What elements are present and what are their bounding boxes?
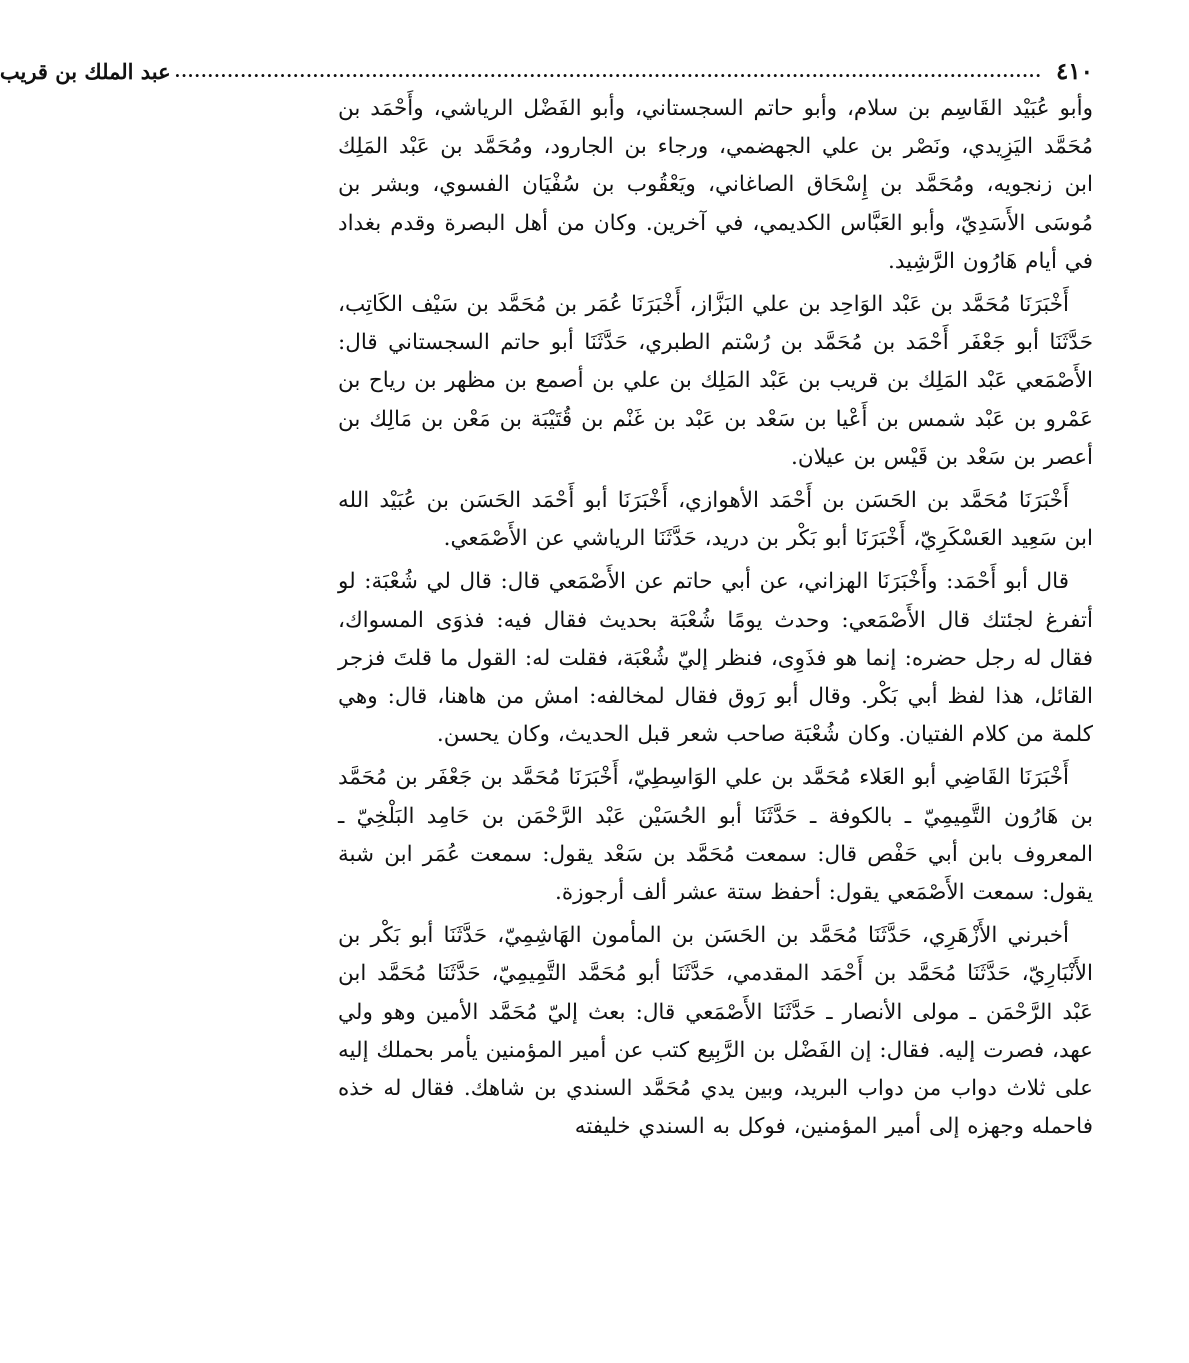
chapter-title: عبد الملك بن قريب	[0, 59, 171, 84]
body-text	[338, 90, 1093, 1146]
document-page	[0, 54, 1093, 1151]
running-header	[0, 54, 1093, 90]
paragraph-lineage-narration: أَخْبَرَنَا مُحَمَّد بن عَبْد الوَاحِد بن علي البَزَّاز، أَخْبَرَنَا عُمَر بن مُحَمَّد بن سَيْف الكَاتِب، حَدَّثَنَا أبو جَعْفَر أَحْمَد بن مُحَمَّد بن رُسْتم الطبري، حَدَّثَنَا أبو حاتم السجستاني قال: الأَصْمَعي عَبْد المَلِك بن قريب بن عَبْد المَلِك بن علي بن أصمع بن مظهر بن رياح بن عَمْرو بن عَبْد شمس بن أَعْيا بن سَعْد بن عَبْد بن غَنْم بن قُتَيْبَة بن مَعْن بن مَالِك بن أعصر بن سَعْد بن قَيْس بن عيلان.	[338, 292, 1093, 470]
paragraph-ahwazi-narration: أَخْبَرَنَا مُحَمَّد بن الحَسَن بن أَحْمَد الأهوازي، أَخْبَرَنَا أبو أَحْمَد الحَسَن بن عُبَيْد الله ابن سَعِيد العَسْكَرِيّ، أَخْبَرَنَا أبو بَكْر بن دريد، حَدَّثَنَا الرياشي عن الأَصْمَعي.	[338, 488, 1093, 552]
paragraph-amin-summons: أخبرني الأَزْهَرِي، حَدَّثَنَا مُحَمَّد بن الحَسَن بن المأمون الهَاشِمِيّ، حَدَّثَنَا أبو بَكْر بن الأَنْبَارِيّ، حَدَّثَنَا مُحَمَّد بن أَحْمَد المقدمي، حَدَّثَنَا أبو مُحَمَّد التَّمِيمِيّ، حَدَّثَنَا مُحَمَّد ابن عَبْد الرَّحْمَن ـ مولى الأنصار ـ حَدَّثَنَا الأَصْمَعي قال: بعث إليّ مُحَمَّد الأمين وهو ولي عهد، فصرت إليه. فقال: إن الفَضْل بن الرَّبِيع كتب عن أمير المؤمنين يأمر بحملك إليه على ثلاث دواب من دواب البريد، وبين يدي مُحَمَّد السندي بن شاهك. فقال له خذه فاحمله وجهزه إلى أمير المؤمنين، فوكل به السندي خليفته	[338, 923, 1093, 1140]
paragraph-shuba-anecdote: قال أبو أَحْمَد: وأَخْبَرَنَا الهزاني، عن أبي حاتم عن الأَصْمَعي قال: قال لي شُعْبَة: لو أتفرغ لجئتك قال الأَصْمَعي: وحدث يومًا شُعْبَة بحديث فقال فيه: فذوَى المسواك، فقال له رجل حضره: إنما هو فذَوِى، فنظر إليّ شُعْبَة، فقلت له: القول ما قلتَ فزجر القائل، هذا لفظ أبي بَكْر. وقال أبو رَوق فقال لمخالفه: امش من هاهنا، قال: وهي كلمة من كلام الفتيان. وكان شُعْبَة صاحب شعر قبل الحديث، وكان يحسن.	[338, 569, 1093, 748]
paragraph-memorization-report: أَخْبَرَنَا القَاضِي أبو العَلاء مُحَمَّد بن علي الوَاسِطِيّ، أَخْبَرَنَا مُحَمَّد بن جَعْفَر بن مُحَمَّد بن هَارُون التَّمِيمِيّ ـ بالكوفة ـ حَدَّثَنَا أبو الحُسَيْن عَبْد الرَّحْمَن بن حَامِد البَلْخِيّ ـ المعروف بابن أبي حَفْص قال: سمعت مُحَمَّد بن سَعْد يقول: سمعت عُمَر ابن شبة يقول: سمعت الأَصْمَعي يقول: أحفظ ستة عشر ألف أرجوزة.	[338, 765, 1093, 906]
paragraph-biography-students: وأبو عُبَيْد القَاسِم بن سلام، وأبو حاتم السجستاني، وأبو الفَضْل الرياشي، وأَحْمَد بن مُحَمَّد اليَزِيدي، ونَصْر بن علي الجهضمي، ورجاء بن الجارود، ومُحَمَّد بن عَبْد المَلِك ابن زنجويه، ومُحَمَّد بن إِسْحَاق الصاغاني، ويَعْقُوب بن سُفْيَان الفسوي، وبشر بن مُوسَى الأَسَدِيّ، وأبو العَبَّاس الكديمي، في آخرين. وكان من أهل البصرة وقدم بغداد في أيام هَارُون الرَّشِيد.	[338, 96, 1093, 274]
leader-dots: ....................................................................................................................................	[174, 62, 1042, 81]
page-number: ٤١٠	[1055, 58, 1093, 85]
